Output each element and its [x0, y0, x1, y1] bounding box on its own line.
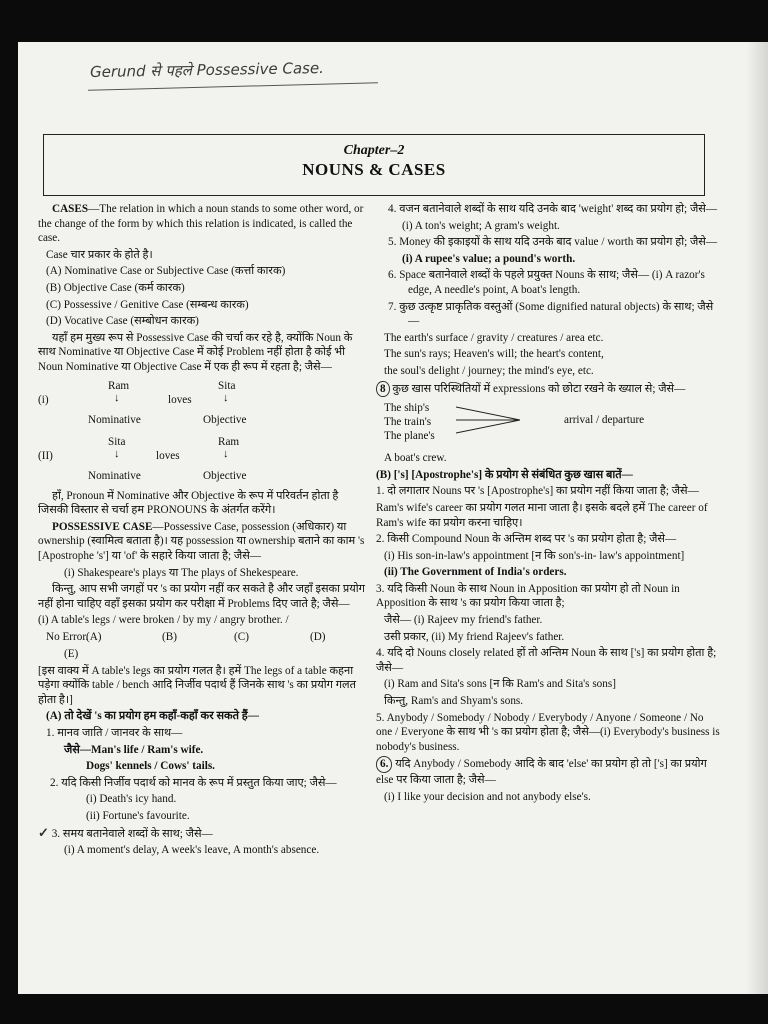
diagram-subject-case: Nominative	[88, 469, 141, 482]
rule-2-example-2: (ii) Fortune's favourite.	[86, 810, 190, 822]
point-6-number: 6.	[376, 756, 392, 773]
cases-text: —The relation in which a noun stands to some other word, or the change of the form by which this relation is indicated, is called the case.	[38, 203, 364, 245]
paragraph-explanation: [इस वाक्य में A table's legs का प्रयोग गलत है। हमें The legs of a table कहना पड़ेगा क्योंकि table / bench आदि निर्जीव पदार्थ हैं जिनके साथ 's का प्रयोग गलत होता है।]	[38, 664, 356, 706]
diagram-subject: Sita	[108, 435, 126, 448]
rule-1-example-2-text: Dogs' kennels / Cows' tails.	[86, 760, 215, 773]
case-type-c: (C) Possessive / Genitive Case (सम्बन्ध कारक)	[46, 298, 249, 311]
subheading-b	[376, 468, 721, 483]
rule-3-text: 3. समय बतानेवाले शब्दों के साथ; जैसे—	[51, 827, 213, 840]
cases-definition	[38, 202, 368, 246]
point-5: 5. Anybody / Somebody / Nobody / Everybody / Anyone / Someone / No one / Everyone के साथ भी 's का प्रयोग होता है; जैसे—(i) Everybody's business is nobody's business.	[376, 711, 720, 753]
rule-7-example-2: The sun's rays; Heaven's will; the heart's content,	[384, 348, 604, 361]
rule-3-example: (i) A moment's delay, A week's leave, A month's absence.	[64, 844, 320, 857]
rule-3	[38, 826, 368, 842]
point-6-example: (i) I like your decision and not anybody else's.	[384, 790, 591, 803]
point-1: 1. दो लगातार Nouns पर 's [Apostrophe's] का प्रयोग नहीं किया जाता है; जैसे—	[376, 485, 699, 498]
chapter-title: NOUNS & CASES	[302, 160, 446, 179]
converging-arrow-icon	[454, 405, 524, 435]
rule-4: 4. वजन बतानेवाले शब्दों के साथ यदि उनके बाद 'weight' शब्द का प्रयोग हो; जैसे—	[388, 203, 718, 215]
example-diagram-2	[38, 435, 368, 487]
right-column	[376, 202, 721, 806]
rule-8-result: arrival / departure	[564, 414, 645, 427]
case-type-d: (D) Vocative Case (सम्बोधन कारक)	[46, 315, 199, 328]
left-column	[38, 202, 368, 860]
diagram-subject: Ram	[108, 379, 130, 392]
rule-8-item: The train's	[384, 416, 432, 429]
point-2-example-2	[376, 565, 721, 580]
diagram-verb: loves	[156, 449, 180, 462]
subheading-b-text: (B) ['s] [Apostrophe's] के प्रयोग से संबंधित कुछ खास बातें—	[376, 468, 633, 481]
down-arrow-icon: ↓	[223, 447, 229, 460]
error-sentence: (i) A table's legs / were broken / by my / angry brother. /	[38, 614, 289, 627]
diagram-verb: loves	[168, 393, 192, 406]
example-diagram-1	[38, 379, 368, 431]
rule-5: 5. Money की इकाइयों के साथ यदि उनके बाद value / worth का प्रयोग हो; जैसे—	[388, 236, 718, 249]
case-type-b: (B) Objective Case (कर्म कारक)	[46, 281, 185, 294]
rule-1-example-1	[38, 743, 368, 758]
point-1-example: Ram's wife's career का प्रयोग गलत माना जाता है। इसके बदले हमें The career of Ram's wife का प्रयोग करना चाहिए।	[376, 501, 708, 529]
point-2-example-1: (i) His son-in-law's appointment [न कि son's-in- law's appointment]	[384, 549, 685, 562]
handwritten-underline	[88, 82, 378, 91]
example-shakespeare: (i) Shakespeare's plays या The plays of Shekespeare.	[64, 566, 299, 579]
point-4-example-1: (i) Ram and Sita's sons [न कि Ram's and Sita's sons]	[384, 678, 616, 691]
option-c: (C)	[234, 630, 249, 643]
subheading-a	[38, 709, 368, 724]
point-6-text: यदि Anybody / Somebody आदि के बाद 'else' का प्रयोग हो तो ['s] का प्रयोग else पर किया जाता है; जैसे—	[376, 758, 707, 786]
rule-6: 6. Space बतानेवाले शब्दों के पहले प्रयुक्त Nouns के साथ; जैसे— (i) A razor's edge, A needle's point, A boat's length.	[388, 269, 705, 296]
rule-5-example	[376, 252, 721, 267]
point-2-example-2-text: (ii) The Government of India's orders.	[384, 566, 567, 579]
rule-8-item: The ship's	[384, 402, 430, 415]
down-arrow-icon: ↓	[114, 447, 120, 460]
rule-1-example-1-text: जैसे—Man's life / Ram's wife.	[64, 743, 204, 756]
case-types-intro: Case चार प्रकार के होते है।	[46, 248, 153, 261]
option-e: (E)	[64, 648, 79, 661]
paragraph-problems: किन्तु, आप सभी जगहों पर 's का प्रयोग नहीं कर सकते है और जहाँ इसका प्रयोग नहीं होना चाहिए वहाँ इसका प्रयोग कर परीक्षा में Problems दिए जाते है; जैसे—	[38, 583, 365, 610]
diagram-object: Sita	[218, 379, 236, 392]
rule-8	[376, 381, 721, 398]
option-d: (D)	[310, 630, 326, 643]
rule-7: 7. कुछ उत्कृष्ट प्राकृतिक वस्तुओं (Some dignified natural objects) के साथ; जैसे—	[388, 300, 714, 328]
checkmark-icon: ✓	[38, 824, 49, 840]
rule-2-example-1: (i) Death's icy hand.	[86, 793, 177, 806]
case-type-a: (A) Nominative Case or Subjective Case (कर्त्ता कारक)	[46, 265, 286, 278]
diagram-label: (II)	[38, 449, 53, 462]
diagram-object: Ram	[218, 435, 240, 448]
rule-8-text: कुछ खास परिस्थितियों में expressions को छोटा रखने के ख्याल से; जैसे—	[392, 382, 686, 395]
rule-8-diagram	[376, 401, 721, 451]
possessive-text: —Possessive Case, possession (अधिकार) या ownership (स्वामित्व बताता है)। यह possession या ownership बताने का काम 's [Apostrophe 's'] या 'of' के सहारे किया जाता है; जैसे—	[38, 520, 365, 562]
chapter-header	[43, 134, 705, 196]
rule-8-number: 8	[376, 381, 390, 398]
point-3: 3. यदि किसी Noun के साथ Noun in Apposition का प्रयोग हो तो Noun in Apposition के साथ 's का प्रयोग किया जाता है;	[376, 582, 680, 610]
rule-1: 1. मानव जाति / जानवर के साथ—	[46, 727, 183, 740]
diagram-label: (i)	[38, 393, 49, 406]
rule-7-example-3: the soul's delight / journey; the mind's eye, etc.	[384, 364, 594, 377]
handwritten-note: Gerund से पहले Possessive Case.	[89, 58, 325, 82]
point-4-example-2: किन्तु, Ram's and Shyam's sons.	[384, 695, 524, 708]
down-arrow-icon: ↓	[114, 391, 120, 404]
subheading-a-text: (A) तो देखें 's का प्रयोग हम कहाँ-कहाँ कर सकते हैं—	[46, 710, 259, 723]
possessive-definition	[38, 520, 368, 564]
rule-7-example-1: The earth's surface / gravity / creatures / area etc.	[384, 331, 604, 344]
diagram-subject-case: Nominative	[88, 413, 141, 426]
chapter-number: Chapter–2	[343, 143, 405, 158]
rule-4-example: (i) A ton's weight; A gram's weight.	[402, 219, 560, 232]
rule-8-last: A boat's crew.	[384, 452, 447, 465]
no-error-label: No Error.	[46, 631, 89, 644]
down-arrow-icon: ↓	[223, 391, 229, 404]
diagram-object-case: Objective	[203, 469, 247, 482]
cases-term: CASES	[52, 203, 89, 215]
point-2: 2. किसी Compound Noun के अन्तिम शब्द पर 's का प्रयोग होता है; जैसे—	[376, 533, 677, 546]
point-3-example-1: जैसे— (i) Rajeev my friend's father.	[384, 614, 543, 627]
option-b: (B)	[162, 630, 177, 643]
rule-1-example-2	[38, 759, 368, 774]
diagram-object-case: Objective	[203, 413, 247, 426]
paragraph-nominative: यहाँ हम मुख्य रूप से Possessive Case की चर्चा कर रहे है, क्योंकि Noun के साथ Nominative या Objective Case में कोई Problem नहीं होता है कोई भी Noun Nominative या Objective Case में एक ही रूप में रहता है; जैसे—	[38, 331, 353, 373]
possessive-term: POSSESSIVE CASE	[52, 520, 153, 533]
rule-2: 2. यदि किसी निर्जीव पदार्थ को मानव के रूप में प्रस्तुत किया जाए; जैसे—	[50, 776, 337, 789]
rule-5-example-text: (i) A rupee's value; a pound's worth.	[402, 252, 576, 265]
rule-8-item: The plane's	[384, 430, 435, 443]
option-a: (A)	[86, 630, 102, 643]
point-3-example-2: उसी प्रकार, (ii) My friend Rajeev's father.	[384, 630, 565, 643]
point-4: 4. यदि दो Nouns closely related हों तो अन्तिम Noun के साथ ['s] का प्रयोग होता है; जैसे—	[376, 647, 717, 674]
point-6	[376, 756, 721, 787]
paragraph-pronoun: हाँ, Pronoun में Nominative और Objective के रूप में परिवर्तन होता है जिसकी विस्तार से चर्चा हम PRONOUNS के अंतर्गत करेंगे।	[38, 489, 339, 517]
textbook-page	[18, 42, 768, 994]
